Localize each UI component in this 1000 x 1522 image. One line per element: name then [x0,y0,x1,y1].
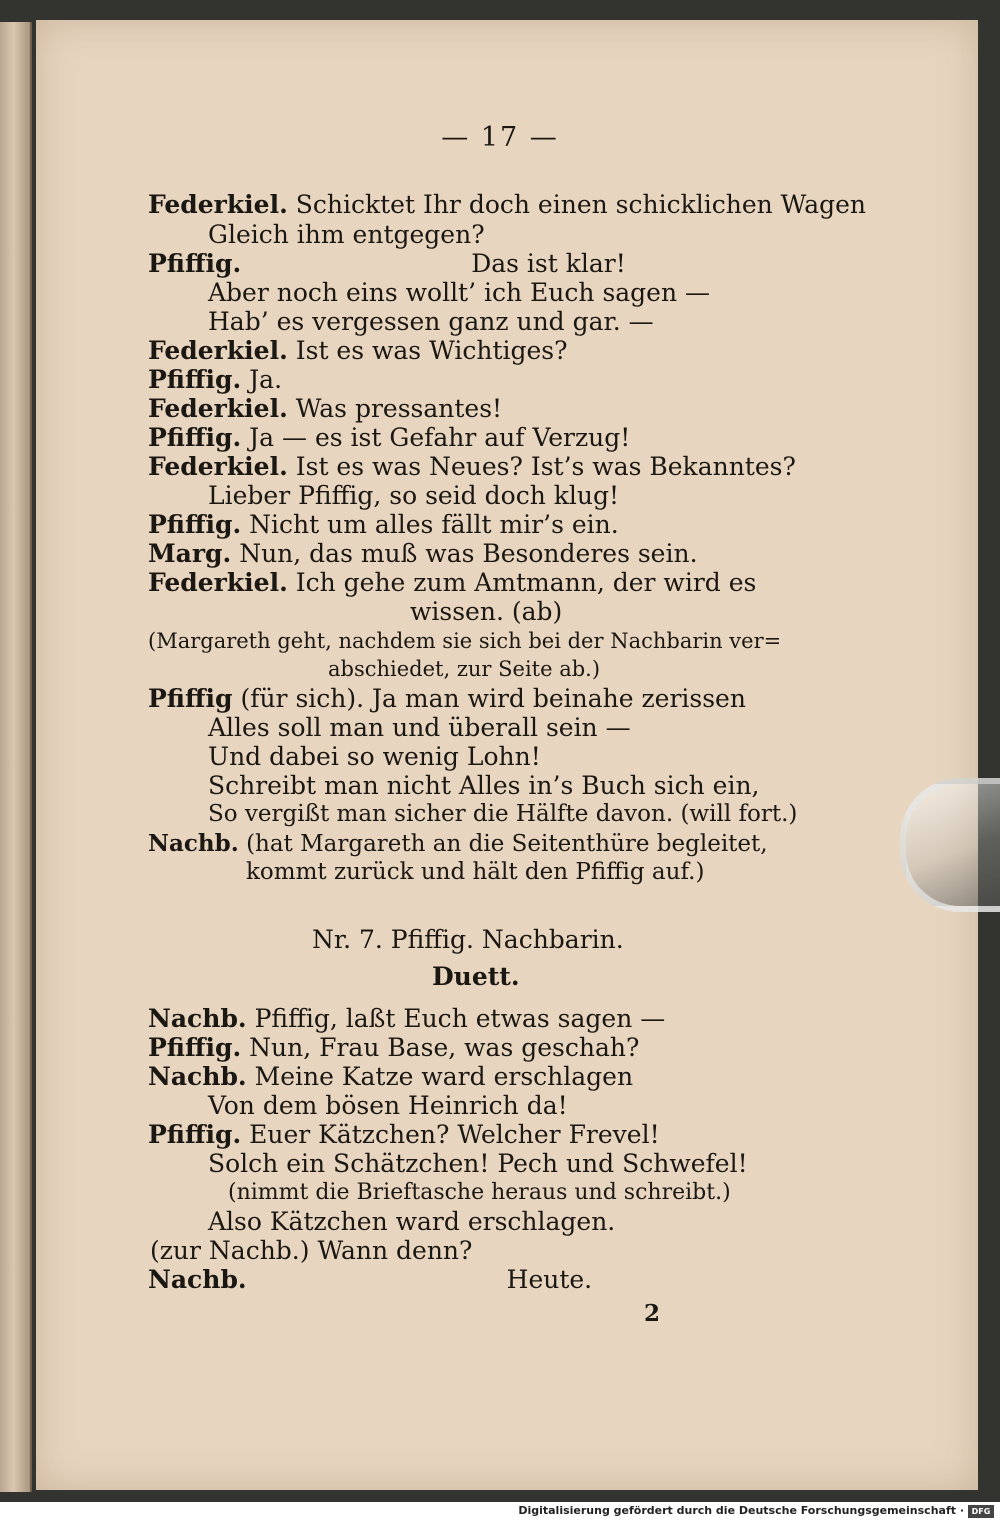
line-text: (für sich). Ja man wird beinahe zerissen [240,684,746,713]
line-text: Schreibt man nicht Alles in’s Buch sich ein, [208,771,760,800]
text-line [208,742,541,771]
line-text: Ist es was Neues? Ist’s was Bekanntes? [295,452,796,481]
speaker-label: Federkiel. [148,394,288,423]
line-text: Das ist klar! [471,249,626,278]
text-line [148,510,619,539]
section-heading [312,925,624,954]
line-text: Meine Katze ward erschlagen [254,1062,634,1091]
line-text: Nr. 7. Pfiffig. Nachbarin. [312,925,624,954]
line-text: (Margareth geht, nachdem sie sich bei der Nachbarin ver= [148,629,782,653]
page-clip [900,778,1000,912]
line-text: Nun, das muß was Besonderes sein. [239,539,698,568]
speaker-label: Pfiffig. [148,423,242,452]
page-number: — 17 — [441,122,559,153]
line-text: Gleich ihm entgegen? [208,220,485,249]
text-line [148,336,568,365]
text-line [148,684,746,713]
speaker-label: Pfiffig. [148,249,242,278]
stage-direction [228,1178,731,1207]
text-line [148,1004,665,1033]
speaker-label: Pfiffig. [148,510,242,539]
line-text: abschiedet, zur Seite ab.) [328,657,601,681]
text-line [148,394,502,423]
text-line [148,423,630,452]
text-line [148,1033,639,1062]
speaker-label: Marg. [148,539,232,568]
line-text: (hat Margareth an die Seitenthüre begleitet, [246,831,768,857]
text-line [208,220,485,249]
text-line [246,858,704,887]
line-text: Ja — es ist Gefahr auf Verzug! [249,423,631,452]
line-text: Lieber Pfiffig, so seid doch klug! [208,481,620,510]
line-text: kommt zurück und hält den Pfiffig auf.) [246,859,705,885]
text-line [208,1207,615,1236]
text-line [208,307,654,336]
dfg-credit: Digitalisierung gefördert durch die Deutsche Forschungsgemeinschaft · [518,1504,964,1517]
left-page-edge [0,22,32,1492]
line-text: Heute. [506,1265,593,1294]
speaker-label: Pfiffig [148,684,233,713]
text-line [208,771,760,800]
line-text: Alles soll man und überall sein — [208,713,631,742]
line-text: Nicht um alles fällt mir’s ein. [249,510,619,539]
line-text: Euer Kätzchen? Welcher Frevel! [249,1120,660,1149]
line-text: (nimmt die Brieftasche heraus und schreibt.) [228,1180,731,1205]
line-text: Und dabei so wenig Lohn! [208,742,541,771]
line-text: Ich gehe zum Amtmann, der wird es [295,568,757,597]
speaker-label: Nachb. [148,830,239,857]
text-line [150,1236,472,1265]
line-text: So vergißt man sicher die Hälfte davon. (will fort.) [208,801,798,827]
line-text: Pfiffig, laßt Euch etwas sagen — [254,1004,666,1033]
dfg-logo: DFG [968,1505,994,1518]
line-text: Duett. [432,962,520,991]
speaker-label: Nachb. [148,1265,247,1294]
speaker-label: Pfiffig. [148,1033,242,1062]
text-line [148,1120,660,1149]
line-text: Aber noch eins wollt’ ich Euch sagen — [208,278,711,307]
text-line [148,539,698,568]
line-text: Schicktet Ihr doch einen schicklichen Wagen [295,190,866,219]
text-line [148,1062,633,1091]
text-line [148,1265,592,1294]
line-text: Was pressantes! [295,394,503,423]
stage-direction [328,655,600,684]
section-subheading [432,962,520,991]
speaker-label: Nachb. [148,1062,247,1091]
text-line [208,1091,568,1120]
line-text: Hab’ es vergessen ganz und gar. — [208,307,654,336]
speaker-label: Federkiel. [148,336,288,365]
line-text: Von dem bösen Heinrich da! [208,1091,568,1120]
line-text: Nun, Frau Base, was geschah? [249,1033,640,1062]
speaker-label: Nachb. [148,1004,247,1033]
text-line [148,568,756,597]
text-line [208,800,797,829]
stage-direction [148,627,781,656]
line-text: Also Kätzchen ward erschlagen. [208,1207,616,1236]
line-text: wissen. (ab) [410,597,563,626]
line-text: (zur Nachb.) Wann denn? [150,1236,473,1265]
text-line [208,481,619,510]
line-text: Solch ein Schätzchen! Pech und Schwefel! [208,1149,748,1178]
speaker-label: Pfiffig. [148,1120,242,1149]
text-line [148,365,282,394]
text-line [148,829,768,859]
text-line [410,597,562,626]
text-line [208,713,631,742]
line-text: Ja. [249,365,283,394]
speaker-label: Pfiffig. [148,365,242,394]
speaker-label: Federkiel. [148,190,288,219]
signature-mark: 2 [643,1300,660,1327]
speaker-label: Federkiel. [148,452,288,481]
speaker-label: Federkiel. [148,568,288,597]
text-line [208,278,710,307]
text-line [148,249,626,278]
text-line [148,190,866,219]
text-line [208,1149,748,1178]
text-line [148,452,796,481]
line-text: Ist es was Wichtiges? [295,336,568,365]
